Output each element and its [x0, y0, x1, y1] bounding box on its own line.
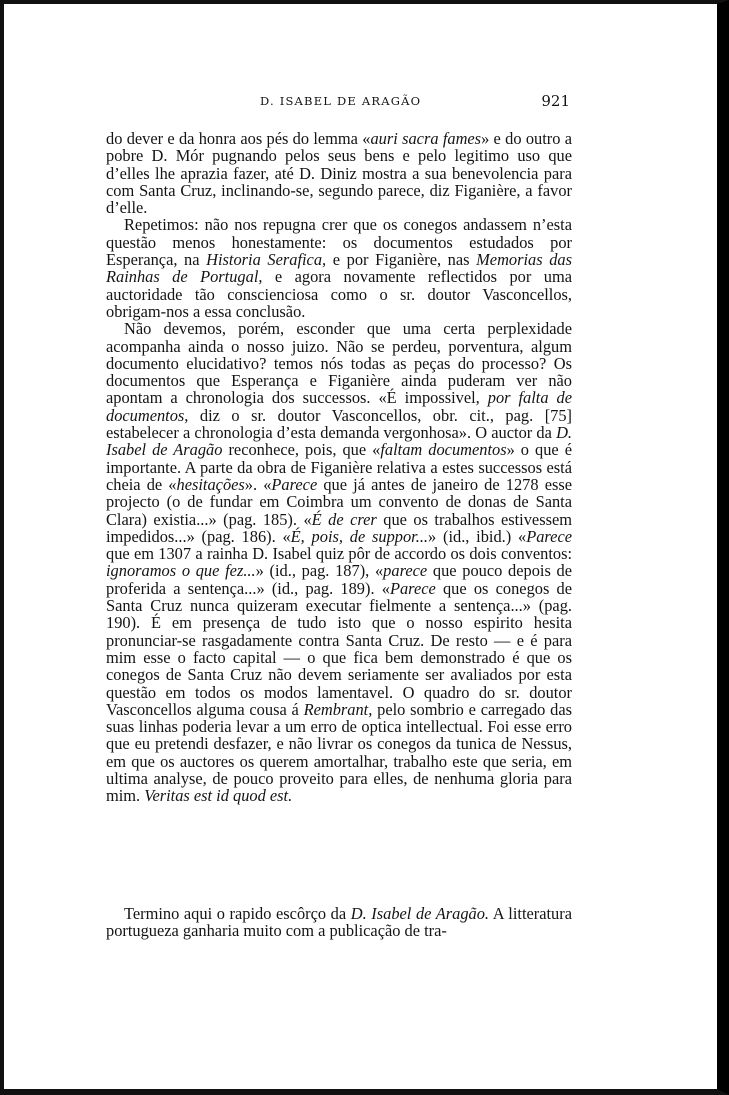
text-run: que em 1307 a rainha D. Isabel quiz pôr de accordo os dois conventos: [106, 544, 572, 564]
italic-run: hesitações [176, 474, 245, 494]
body-text [106, 130, 572, 805]
italic-run: ignoramos o que fez... [106, 561, 256, 581]
italic-run: Parece [271, 474, 318, 494]
italic-run: Parece [526, 526, 572, 546]
italic-run: parece [383, 561, 428, 581]
text-run: » o que é importante. A parte da obra de Figanière relativa a estes successos está cheia de « [106, 440, 572, 494]
italic-run: Historia Serafica, [206, 250, 327, 270]
running-title: D. ISABEL DE ARAGÃO [260, 94, 422, 108]
text-run: A litteratura portugueza ganharia muito com a publicação de tra- [106, 904, 572, 941]
italic-run: Rembrant, [303, 699, 373, 719]
text-run: Não devemos, porém, esconder que uma certa perplexidade acompanha ainda o nosso juizo. Não se perdeu, porventura, algum documento elucidativo? temos nós todas as peças do processo? Os documentos que Esperança e Figanière ainda puderam ver não apontam a chronologia dos successos. «É impossivel, [106, 319, 572, 408]
closing-section [106, 905, 572, 940]
italic-run: Veritas est id quod est. [144, 786, 293, 806]
italic-run: Parece [389, 578, 436, 598]
italic-run: D. Isabel de Aragão [106, 423, 572, 460]
italic-run: É, pois, de suppor... [290, 526, 429, 546]
paragraph-nao-devemos [106, 320, 572, 804]
text-run: » e do outro a pobre D. Mór pugnando pelos seus bens e pelo legitimo uso que d’elles lhe aprazia fazer, até D. Diniz mostra a sua benevolencia para com Santa Cruz, inclinando-se, segundo parece, diz Figanière, a favor d’elle. [106, 129, 573, 218]
italic-run: Memorias das Rainhas de Portugal, [106, 250, 573, 287]
text-run: » (id., ibid.) « [428, 526, 527, 546]
text-run: pelo sombrio e carregado das suas linhas poderia levar a um erro de optica intellectual. Foi esse erro que eu pretendi desfazer, e não livrar os conegos da tunica de Nessus, em que os auctores os querem amortalhar, trabalho este que seria, em ultima analyse, de pouco proveito para elles, de nenhuma gloria para mim. [106, 699, 572, 806]
text-run: » (id., pag. 187), « [255, 561, 384, 581]
paragraph-continued [106, 130, 572, 216]
text-run: que já antes de janeiro de 1278 esse projecto (o de fundar em Coimbra um convento de donas de Santa Clara) existia...» (pag. 185). « [106, 474, 572, 529]
italic-run: por falta de documentos, [106, 388, 572, 425]
text-run: do dever e da honra aos pés do lemma « [106, 129, 371, 148]
paragraph-termino [106, 905, 572, 940]
text-run: ». « [244, 474, 272, 494]
text-run: que os conegos de Santa Cruz nunca quizeram executar fielmente a sentença...» (pag. 190). É em presença de tudo isto que o nosso espirito hesita pronunciar-se rasgadamente contra Santa Cruz. De resto — e é para mim esse o facto capital — o que fica bem demonstrado é que os conegos de Santa Cruz não devem seriamente ser avaliados por esta questão em todos os modos lamentavel. O quadro do sr. doutor Vasconcellos alguma cousa á [106, 578, 573, 719]
text-run: que pouco depois de proferida a sentença...» (id., pag. 189). « [106, 561, 572, 598]
italic-run: auri sacra fames [370, 129, 482, 148]
text-run: e agora novamente reflectidos por uma auctoridade tão conscienciosa como o sr. doutor Vasconcellos, obrigam-nos a essa conclusão. [106, 267, 572, 321]
page-header [110, 92, 570, 114]
paragraph-repetimos [106, 216, 572, 320]
italic-run: faltam documentos [380, 440, 507, 460]
text-run: Termino aqui o rapido escôrço da [124, 904, 351, 923]
text-run: e por Figanière, nas [326, 250, 477, 270]
text-run: reconhece, pois, que « [222, 440, 381, 460]
text-run: que os trabalhos estivessem impedidos...» (pag. 186). « [106, 509, 572, 546]
page-number: 921 [541, 92, 570, 110]
text-run: diz o sr. doutor Vasconcellos, obr. cit., pag. [75] estabelecer a chronologia d’esta demanda vergonhosa». O auctor da [106, 405, 572, 443]
text-run: Repetimos: não nos repugna crer que os conegos andassem n’esta questão menos honestamente: os documentos estudados por Esperança, na [106, 215, 572, 270]
italic-run: É de crer [311, 509, 377, 529]
italic-run: D. Isabel de Aragão. [350, 904, 490, 923]
